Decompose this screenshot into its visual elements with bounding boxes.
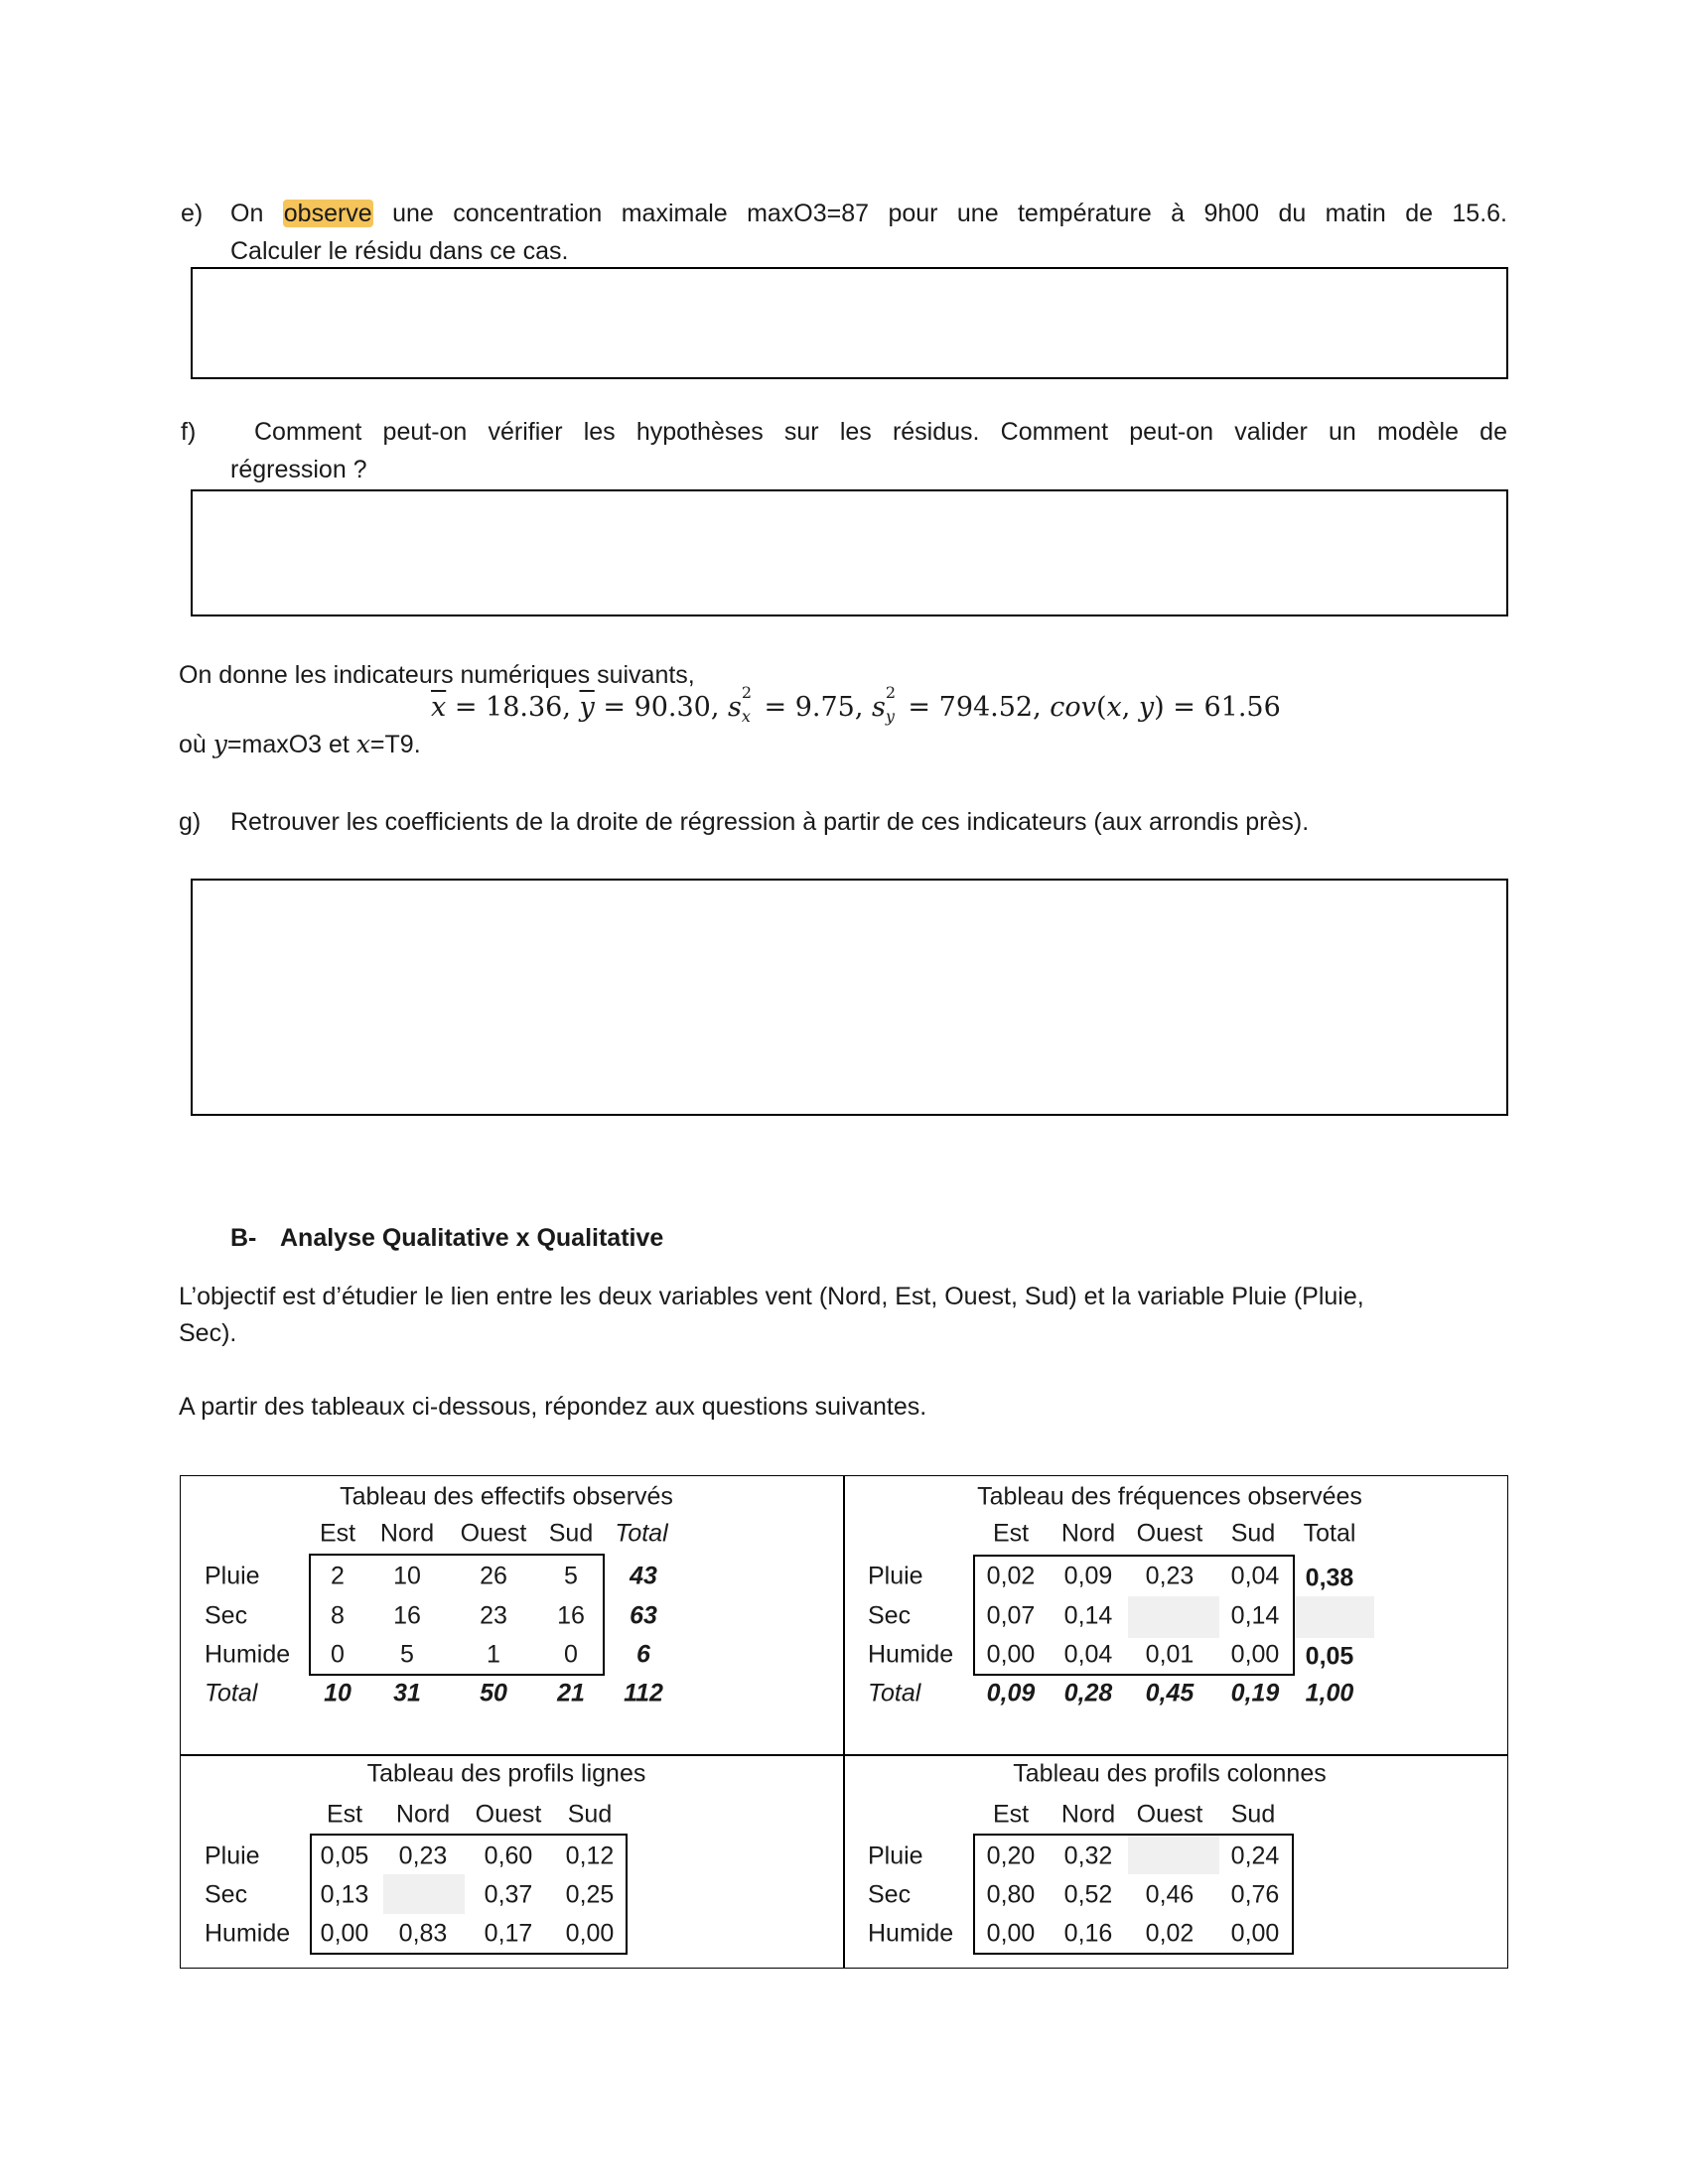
xbar-value: 18.36 <box>486 692 563 723</box>
sx2-value: 9.75 <box>794 692 855 723</box>
table-cell: 0,37 <box>484 1880 533 1909</box>
table-cell: 0,02 <box>1145 1919 1195 1948</box>
answer-box-g[interactable] <box>191 879 1508 1116</box>
table-cell: 0,20 <box>986 1842 1036 1870</box>
table-cell: 0,80 <box>986 1880 1036 1909</box>
column-header: Sud <box>1230 1519 1276 1548</box>
table-cell: 0,00 <box>1230 1919 1280 1948</box>
question-g-text: Retrouver les coefficients de la droite de régression à partir de ces indicateurs (aux arrondis près). <box>230 808 1310 836</box>
row-label: Pluie <box>205 1842 260 1870</box>
column-header: Total <box>1303 1519 1356 1548</box>
table-cell: 0 <box>331 1640 345 1669</box>
table-cell: 0,23 <box>1145 1562 1195 1590</box>
question-f-line1: Comment peut-on vérifier les hypothèses sur les résidus. Comment peut-on valider un modèle de <box>254 418 1507 446</box>
table-cell: 0,05 <box>320 1842 369 1870</box>
table-cell: 0,52 <box>1063 1880 1113 1909</box>
column-header: Ouest <box>460 1519 527 1548</box>
table-cell: 0,04 <box>1230 1562 1280 1590</box>
table-cell: 0,00 <box>986 1640 1036 1669</box>
column-total: 0,19 <box>1230 1679 1280 1707</box>
column-total: 50 <box>480 1679 507 1707</box>
table-title: Tableau des profils lignes <box>366 1759 646 1788</box>
question-e-text-start: On <box>230 200 264 227</box>
row-label: Pluie <box>868 1562 923 1590</box>
column-header: Nord <box>1060 1519 1116 1548</box>
column-header: Est <box>992 1519 1030 1548</box>
answer-box-f[interactable] <box>191 489 1508 616</box>
row-label: Pluie <box>868 1842 923 1870</box>
table-cell: 0 <box>564 1640 578 1669</box>
column-total: 0,28 <box>1063 1679 1113 1707</box>
section-b-intro-line2: Sec). <box>179 1319 237 1347</box>
grid-horizontal-divider <box>180 1754 1508 1756</box>
table-title: Tableau des profils colonnes <box>1013 1759 1327 1788</box>
table-cell: 23 <box>480 1601 507 1630</box>
table-cell: 8 <box>331 1601 345 1630</box>
table-cell: 0,32 <box>1063 1842 1113 1870</box>
row-label: Humide <box>205 1640 291 1669</box>
table-cell: 0,46 <box>1145 1880 1195 1909</box>
table-cell: 5 <box>400 1640 414 1669</box>
question-f-line2: régression ? <box>230 456 367 483</box>
section-b-intro-line1: L’objectif est d’étudier le lien entre les deux variables vent (Nord, Est, Ouest, Sud) et la variable Pluie (Pluie, <box>179 1283 1364 1310</box>
table-cell: 0,76 <box>1230 1880 1280 1909</box>
column-total: 10 <box>324 1679 352 1707</box>
question-e-marker: e) <box>181 200 204 227</box>
var-x: x <box>355 730 370 758</box>
column-header: Total <box>615 1519 668 1548</box>
column-total: 0,09 <box>986 1679 1036 1707</box>
indicators-formula: $\overline{x} = 18.36$, $\overline{y} = 90.30$, s 2 x = 9.75, s 2 y = 794.52, cov(x, y) = 61.56 <box>431 683 1281 726</box>
table-cell: 0,00 <box>565 1919 615 1948</box>
where-prefix: où <box>179 731 213 758</box>
where-mid: =maxO3 et <box>226 731 356 758</box>
table-cell: 0,01 <box>1145 1640 1195 1669</box>
column-header: Ouest <box>1136 1519 1203 1548</box>
column-header: Est <box>319 1519 356 1548</box>
cov-value: 61.56 <box>1203 692 1281 723</box>
table-cell: 0,04 <box>1063 1640 1113 1669</box>
column-total: 21 <box>557 1679 585 1707</box>
ybar-value: 90.30 <box>633 692 711 723</box>
where-suffix: =T9. <box>369 731 421 758</box>
column-header: Nord <box>1060 1800 1116 1829</box>
highlighted-word: observe <box>283 200 372 227</box>
row-label: Sec <box>205 1880 248 1909</box>
total-row-label: Total <box>205 1679 258 1707</box>
question-e-text-rest: une concentration maximale maxO3=87 pour une température à 9h00 du matin de 15.6. <box>392 200 1508 227</box>
column-header: Est <box>992 1800 1030 1829</box>
total-row-label: Total <box>868 1679 921 1707</box>
indicators-intro: On donne les indicateurs numériques suivants, <box>179 661 695 689</box>
grand-total: 112 <box>624 1679 663 1707</box>
table-title: Tableau des fréquences observées <box>977 1482 1362 1511</box>
row-label: Humide <box>205 1919 291 1948</box>
table-cell: 0,83 <box>398 1919 448 1948</box>
section-b-marker: B- <box>230 1224 257 1252</box>
table-cell: 0,14 <box>1230 1601 1280 1630</box>
table-cell: 0,12 <box>565 1842 615 1870</box>
column-header: Nord <box>395 1800 451 1829</box>
table-cell: 0,25 <box>565 1880 615 1909</box>
table-cell: 26 <box>480 1562 507 1590</box>
grand-total: 1,00 <box>1305 1679 1354 1707</box>
table-cell: 0,13 <box>320 1880 369 1909</box>
row-total: 0,38 <box>1305 1564 1354 1592</box>
column-header: Nord <box>379 1519 435 1548</box>
question-g-marker: g) <box>179 808 202 836</box>
row-total: 63 <box>630 1601 657 1630</box>
section-b-instruction: A partir des tableaux ci-dessous, répondez aux questions suivantes. <box>179 1393 927 1421</box>
column-header: Sud <box>548 1519 594 1548</box>
question-e-line2: Calculer le résidu dans ce cas. <box>230 237 569 265</box>
table-cell: 16 <box>393 1601 421 1630</box>
var-y: y <box>212 730 227 758</box>
indicators-where <box>179 726 421 763</box>
table-cell: 16 <box>557 1601 585 1630</box>
grid-vertical-divider <box>843 1475 845 1969</box>
row-total: 6 <box>636 1640 650 1669</box>
table-cell: 1 <box>487 1640 500 1669</box>
sy2-value: 794.52 <box>938 692 1034 723</box>
row-label: Humide <box>868 1919 954 1948</box>
table-cell: 0,02 <box>986 1562 1036 1590</box>
column-header: Sud <box>1230 1800 1276 1829</box>
question-e-line1 <box>230 195 1507 232</box>
table-cell: 0,00 <box>1230 1640 1280 1669</box>
table-title: Tableau des effectifs observés <box>340 1482 673 1511</box>
table-cell: 2 <box>331 1562 345 1590</box>
column-total: 31 <box>393 1679 421 1707</box>
row-label: Sec <box>205 1601 248 1630</box>
row-label: Pluie <box>205 1562 260 1590</box>
section-b-title: Analyse Qualitative x Qualitative <box>280 1224 664 1252</box>
table-cell: 5 <box>564 1562 578 1590</box>
table-cell: 0,14 <box>1063 1601 1113 1630</box>
row-label: Sec <box>868 1880 912 1909</box>
column-header: Ouest <box>475 1800 542 1829</box>
column-header: Ouest <box>1136 1800 1203 1829</box>
question-f-marker: f) <box>181 418 197 446</box>
table-cell: 0,23 <box>398 1842 448 1870</box>
column-header: Sud <box>567 1800 613 1829</box>
column-total: 0,45 <box>1145 1679 1195 1707</box>
table-cell: 0,24 <box>1230 1842 1280 1870</box>
column-header: Est <box>326 1800 363 1829</box>
blank-cell-sec-total[interactable] <box>1295 1596 1374 1638</box>
row-label: Sec <box>868 1601 912 1630</box>
row-total: 0,05 <box>1305 1642 1354 1671</box>
table-cell: 0,60 <box>484 1842 533 1870</box>
table-cell: 0,09 <box>1063 1562 1113 1590</box>
row-total: 43 <box>630 1562 657 1590</box>
table-cell: 10 <box>393 1562 421 1590</box>
row-label: Humide <box>868 1640 954 1669</box>
table-cell: 0,00 <box>320 1919 369 1948</box>
answer-box-e[interactable] <box>191 267 1508 379</box>
table-cell: 0,17 <box>484 1919 533 1948</box>
table-cell: 0,00 <box>986 1919 1036 1948</box>
table-cell: 0,16 <box>1063 1919 1113 1948</box>
table-cell: 0,07 <box>986 1601 1036 1630</box>
